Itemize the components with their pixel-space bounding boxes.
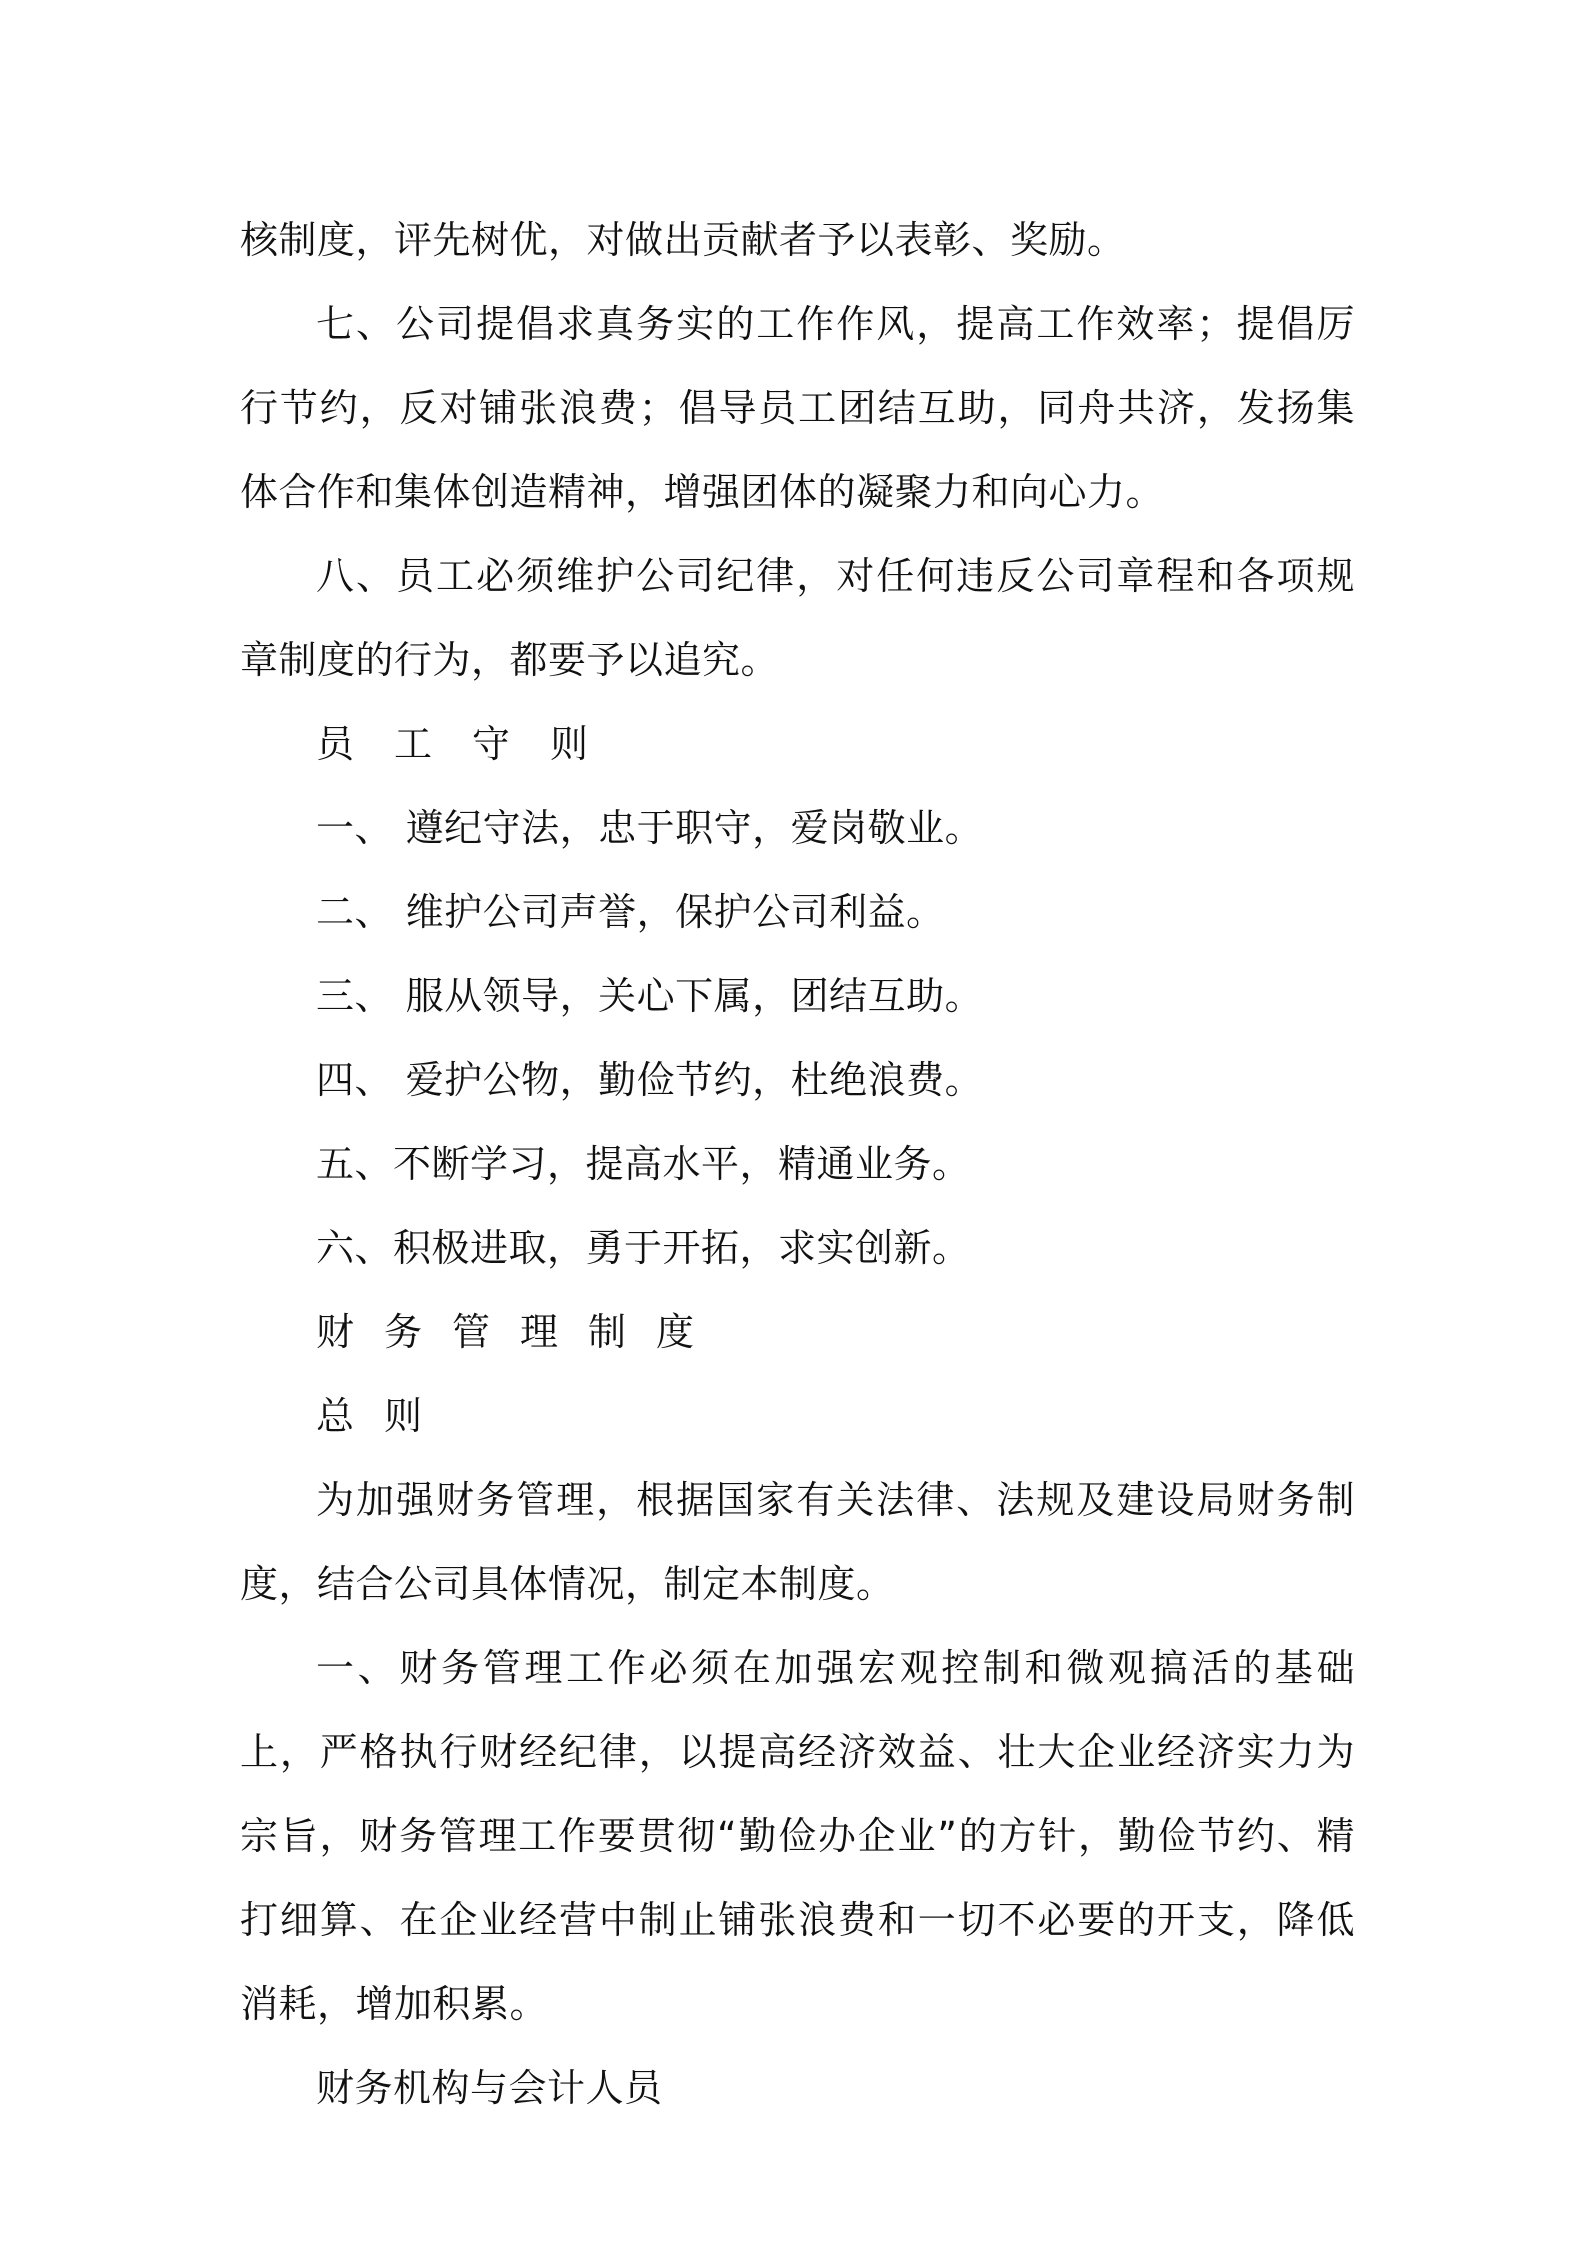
paragraph-seven: 七、公司提倡求真务实的工作作风，提高工作效率；提倡厉行节约，反对铺张浪费；倡导员工团结互助，同舟共济，发扬集体合作和集体创造精神，增强团体的凝聚力和向心力。 [240,302,1355,514]
staff-rule-item: 五、不断学习，提高水平，精通业务。 [316,1142,971,1186]
paragraph-eight: 八、员工必须维护公司纪律，对任何违反公司章程和各项规章制度的行为，都要予以追究。 [240,554,1355,682]
staff-rule-item: 三、 服从领导，关心下属，团结互助。 [316,974,984,1018]
document-body [240,198,1355,2130]
staff-rule-item: 二、 维护公司声誉，保护公司利益。 [316,890,945,934]
heading-finance-organization: 财务机构与会计人员 [316,2066,663,2110]
staff-rule-item: 一、 遵纪守法，忠于职守，爱岗敬业。 [316,806,984,850]
staff-rule-item: 六、积极进取，勇于开拓，求实创新。 [316,1226,971,1270]
paragraph-general: 为加强财务管理，根据国家有关法律、法规及建设局财务制度，结合公司具体情况，制定本制度。 [240,1478,1355,1606]
heading-general-provisions: 总则 [316,1394,453,1438]
heading-finance-management: 财务管理制度 [316,1310,725,1354]
staff-rule-item: 四、 爱护公物，勤俭节约，杜绝浪费。 [316,1058,984,1102]
paragraph-continuation: 核制度，评先树优，对做出贡献者予以表彰、奖励。 [240,218,1126,262]
heading-staff-rules: 员工守则 [316,722,629,766]
paragraph-one: 一、财务管理工作必须在加强宏观控制和微观搞活的基础上，严格执行财经纪律，以提高经济效益、壮大企业经济实力为宗旨，财务管理工作要贯彻“勤俭办企业”的方针，勤俭节约、精打细算、在企业经营中制止铺张浪费和一切不必要的开支，降低消耗，增加积累。 [240,1646,1355,2026]
